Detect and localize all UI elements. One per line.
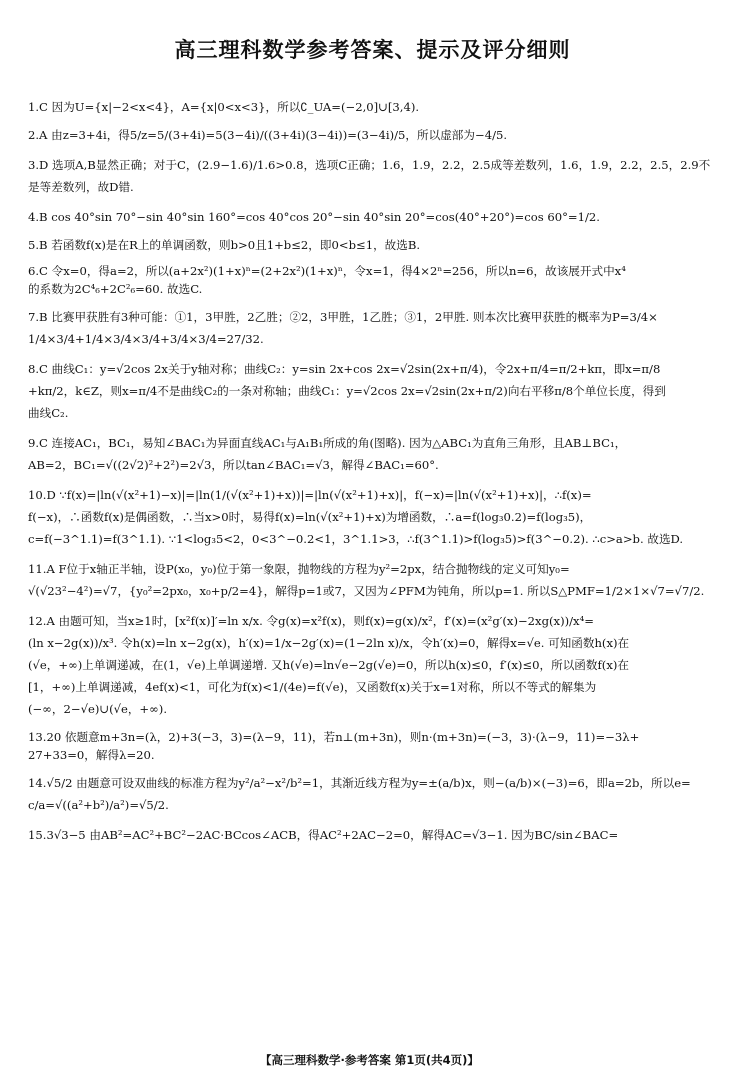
answer-line: 15.3√3−5 由AB²=AC²+BC²−2AC·BCcos∠ACB，得AC²+2AC−2=0，解得AC=√3−1. 因为BC/sin∠BAC= [28,828,619,842]
answer-item-5 [28,236,717,254]
answer-line: 10.D ∵f(x)=|ln(√(x²+1)−x)|=|ln(1/(√(x²+1)+x))|=|ln(√(x²+1)+x)|，f(−x)=|ln(√(x²+1)+x)|，∴f(x)= [28,488,592,502]
answer-line: 14.√5/2 由题意可设双曲线的标准方程为y²/a²−x²/b²=1，其渐近线方程为y=±(a/b)x，则−(a/b)×(−3)=6，即a=2b，所以e= [28,776,691,790]
answer-continuation-line: c/a=√((a²+b²)/a²)=√5/2. [28,798,169,812]
answer-continuation-line: c=f(−3^1.1)=f(3^1.1). ∵1<log₃5<2，0<3^−0.2<1，3^1.1>3，∴f(3^1.1)>f(log₃5)>f(3^−0.2). ∴c>a>b. 故选D. [28,532,684,546]
answer-item-14 [28,772,717,816]
answer-continuation-line: 是等差数列，故D错. [28,180,134,194]
answer-continuation-line: 27+33=0，解得λ=20. [28,748,155,762]
answer-item-6 [28,262,717,298]
answer-line: 13.20 依题意m+3n=(λ，2)+3(−3，3)=(λ−9，11)，若n⊥(m+3n)，则n·(m+3n)=(−3，3)·(λ−9，11)=−3λ+ [28,730,640,744]
answer-continuation-line: 1/4×3/4+1/4×3/4×3/4+3/4×3/4=27/32. [28,332,264,346]
answer-continuation-line: f(−x)，∴函数f(x)是偶函数，∴当x>0时，易得f(x)=ln(√(x²+1)+x)为增函数，∴a=f(log₃0.2)=f(log₃5)， [28,510,592,524]
answer-item-15 [28,824,717,846]
page-title: 高三理科数学参考答案、提示及评分细则 [174,38,571,62]
answer-continuation-line: 曲线C₂. [28,406,69,420]
answer-item-1 [28,98,717,116]
answer-item-7 [28,306,717,350]
answer-item-8 [28,358,717,424]
answer-item-10 [28,484,717,550]
answer-continuation-line: (−∞，2−√e)∪(√e，+∞). [28,702,168,716]
answer-continuation-line: √(√23²−4²)=√7，{y₀²=2px₀，x₀+p/2=4}，解得p=1或7，又因为∠PFM为钝角，所以p=1. 所以S△PMF=1/2×1×√7=√7/2. [28,584,705,598]
answer-line: 1.C 因为U={x|−2<x<4}，A={x|0<x<3}，所以∁_UA=(−2,0]∪[3,4). [28,100,420,114]
answer-line: 4.B cos 40°sin 70°−sin 40°sin 160°=cos 40°cos 20°−sin 40°sin 20°=cos(40°+20°)=cos 60°=1/2. [28,210,600,224]
answer-line: 6.C 令x=0，得a=2，所以(a+2x²)(1+x)ⁿ=(2+2x²)(1+x)ⁿ，令x=1，得4×2ⁿ=256，所以n=6，故该展开式中x⁴ [28,264,626,278]
answer-line: 12.A 由题可知，当x≥1时，[x²f(x)]′=ln x/x. 令g(x)=x²f(x)，则f(x)=g(x)/x²，f′(x)=(x²g′(x)−2xg(x))/x⁴= [28,614,594,628]
answer-line: 2.A 由z=3+4i，得5/z=5/(3+4i)=5(3−4i)/((3+4i)(3−4i))=(3−4i)/5，所以虚部为−4/5. [28,128,508,142]
answer-item-2 [28,124,717,146]
answer-line: 5.B 若函数f(x)是在R上的单调函数，则b>0且1+b≤2，即0<b≤1，故选B. [28,238,421,252]
answer-continuation-line: (ln x−2g(x))/x³. 令h(x)=ln x−2g(x)，h′(x)=1/x−2g′(x)=(1−2ln x)/x，令h′(x)=0，解得x=√e. 可知函数h(x)在 [28,636,630,650]
answer-continuation-line: 的系数为2C⁴₆+2C²₆=60. 故选C. [28,282,203,296]
answer-continuation-line: AB=2，BC₁=√((2√2)²+2²)=2√3，所以tan∠BAC₁=√3，解得∠BAC₁=60°. [28,458,439,472]
answer-line: 11.A F位于x轴正半轴，设P(x₀，y₀)位于第一象限，抛物线的方程为y²=2px，结合抛物线的定义可知y₀= [28,562,570,576]
answer-item-12 [28,610,717,720]
answer-item-9 [28,432,717,476]
answer-line: 7.B 比赛甲获胜有3种可能：①1，3甲胜，2乙胜；②2，3甲胜，1乙胜；③1，2甲胜. 则本次比赛甲获胜的概率为P=3/4× [28,310,658,324]
answer-continuation-line: (√e，+∞)上单调递减，在(1，√e)上单调递增. 又h(√e)=ln√e−2g(√e)=0，所以h(x)≤0，f′(x)≤0，所以函数f(x)在 [28,658,629,672]
answer-line: 3.D 选项A,B显然正确；对于C，(2.9−1.6)/1.6>0.8，选项C正确；1.6，1.9，2.2，2.5成等差数列，1.6，1.9，2.2，2.5，2.9不 [28,158,711,172]
answer-item-3 [28,154,717,198]
page-footer: 【高三理科数学·参考答案 第1页(共4页)】 [260,1053,479,1067]
answer-continuation-line: [1，+∞)上单调递减，4ef(x)<1，可化为f(x)<1/(4e)=f(√e)，又函数f(x)关于x=1对称，所以不等式的解集为 [28,680,597,694]
answer-item-11 [28,558,717,602]
answer-item-13 [28,728,717,764]
answer-line: 8.C 曲线C₁：y=√2cos 2x关于y轴对称；曲线C₂：y=sin 2x+cos 2x=√2sin(2x+π/4)，令2x+π/4=π/2+kπ，即x=π/8 [28,362,661,376]
answers-list [28,98,717,846]
answer-item-4 [28,206,717,228]
answer-continuation-line: +kπ/2，k∈Z，则x=π/4不是曲线C₂的一条对称轴；曲线C₁：y=√2cos 2x=√2sin(2x+π/2)向右平移π/8个单位长度，得到 [28,384,666,398]
answer-line: 9.C 连接AC₁，BC₁，易知∠BAC₁为异面直线AC₁与A₁B₁所成的角(图略). 因为△ABC₁为直角三角形，且AB⊥BC₁， [28,436,627,450]
